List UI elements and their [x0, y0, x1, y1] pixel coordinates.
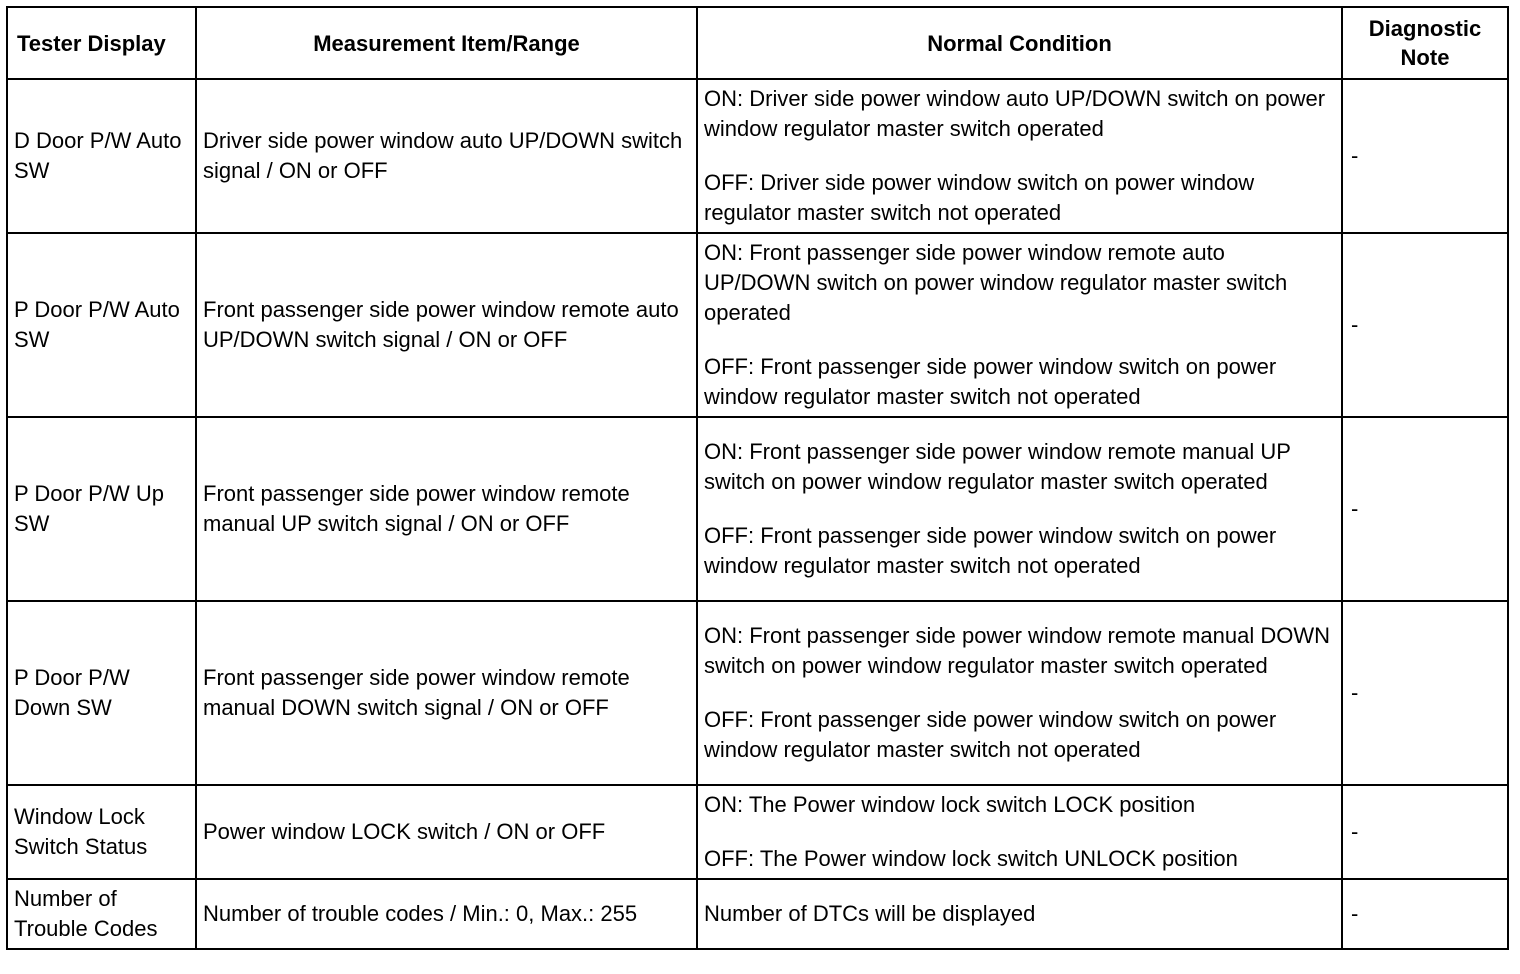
condition-off-text: OFF: The Power window lock switch UNLOCK position [704, 846, 1238, 871]
diagnostic-note-cell: - [1342, 785, 1508, 879]
diagnostic-note-cell: - [1342, 417, 1508, 601]
condition-on-text: ON: Front passenger side power window remote manual UP switch on power window regulator master switch operated [704, 439, 1291, 494]
tester-data-table [6, 6, 1509, 950]
normal-condition-cell [697, 601, 1342, 785]
diagnostic-note-cell: - [1342, 601, 1508, 785]
tester-display-cell: D Door P/W Auto SW [7, 79, 196, 233]
condition-on-text: ON: Driver side power window auto UP/DOWN switch on power window regulator master switch operated [704, 86, 1326, 141]
table-row [7, 785, 1508, 879]
measurement-cell: Power window LOCK switch / ON or OFF [196, 785, 697, 879]
condition-on-text: ON: Front passenger side power window remote auto UP/DOWN switch on power window regulator master switch operated [704, 240, 1288, 325]
table-row [7, 879, 1508, 949]
condition-on-text: ON: Front passenger side power window remote manual DOWN switch on power window regulator master switch operated [704, 623, 1331, 678]
table-header-row [7, 7, 1508, 79]
condition-off-text: OFF: Front passenger side power window switch on power window regulator master switch not operated [704, 354, 1277, 409]
condition-on-text: ON: The Power window lock switch LOCK position [704, 792, 1196, 817]
header-measurement: Measurement Item/Range [196, 7, 697, 79]
measurement-cell: Number of trouble codes / Min.: 0, Max.: 255 [196, 879, 697, 949]
tester-display-cell: P Door P/W Auto SW [7, 233, 196, 417]
tester-display-cell: P Door P/W Down SW [7, 601, 196, 785]
condition-off-text: OFF: Driver side power window switch on power window regulator master switch not operated [704, 170, 1255, 225]
normal-condition-cell [697, 233, 1342, 417]
table-row [7, 233, 1508, 417]
measurement-cell: Front passenger side power window remote manual DOWN switch signal / ON or OFF [196, 601, 697, 785]
tester-display-cell: P Door P/W Up SW [7, 417, 196, 601]
normal-condition-cell: Number of DTCs will be displayed [697, 879, 1342, 949]
table-row [7, 601, 1508, 785]
header-tester-display: Tester Display [7, 7, 196, 79]
measurement-cell: Front passenger side power window remote auto UP/DOWN switch signal / ON or OFF [196, 233, 697, 417]
tester-display-cell: Number of Trouble Codes [7, 879, 196, 949]
normal-condition-cell [697, 79, 1342, 233]
header-normal-condition: Normal Condition [697, 7, 1342, 79]
diagnostic-note-cell: - [1342, 79, 1508, 233]
normal-condition-cell [697, 417, 1342, 601]
condition-off-text: OFF: Front passenger side power window switch on power window regulator master switch not operated [704, 707, 1277, 762]
tester-display-cell: Window Lock Switch Status [7, 785, 196, 879]
diagnostic-note-cell: - [1342, 233, 1508, 417]
diagnostic-note-cell: - [1342, 879, 1508, 949]
table-row [7, 79, 1508, 233]
table-row [7, 417, 1508, 601]
measurement-cell: Driver side power window auto UP/DOWN switch signal / ON or OFF [196, 79, 697, 233]
normal-condition-cell [697, 785, 1342, 879]
condition-off-text: OFF: Front passenger side power window switch on power window regulator master switch not operated [704, 523, 1277, 578]
header-diagnostic-note: Diagnostic Note [1342, 7, 1508, 79]
measurement-cell: Front passenger side power window remote manual UP switch signal / ON or OFF [196, 417, 697, 601]
